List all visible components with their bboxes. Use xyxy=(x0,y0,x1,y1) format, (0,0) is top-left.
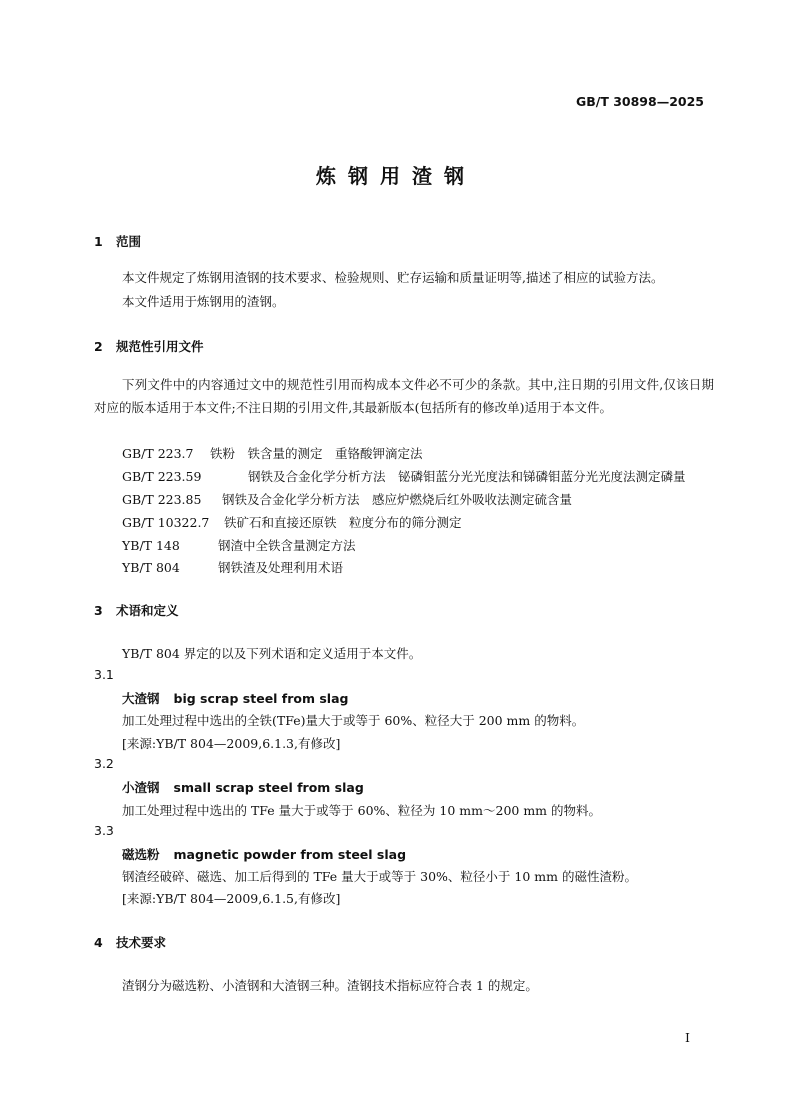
standard-number: GB/T 30898—2025 xyxy=(575,94,704,109)
document-title: 炼钢用渣钢 xyxy=(316,164,476,188)
term-definition: 加工处理过程中选出的 TFe 量大于或等于 60%、粒径为 10 mm～200 mm 的物料。 xyxy=(122,803,601,818)
reference-item xyxy=(122,536,356,554)
term-heading xyxy=(122,778,364,796)
reference-code: GB/T 223.7 xyxy=(122,446,194,461)
reference-title: 钢铁及合金化学分析方法 感应炉燃烧后红外吸收法测定硫含量 xyxy=(222,492,573,507)
terms-intro: YB/T 804 界定的以及下列术语和定义适用于本文件。 xyxy=(122,646,422,661)
reference-code: YB/T 804 xyxy=(122,560,180,575)
term-heading xyxy=(122,689,348,707)
section-number: 4 xyxy=(94,935,103,950)
reference-item xyxy=(122,490,572,508)
section-1-heading xyxy=(94,232,141,250)
reference-title: 钢渣中全铁含量测定方法 xyxy=(218,538,356,553)
term-number: 3.3 xyxy=(94,823,114,838)
term-definition: 加工处理过程中选出的全铁(TFe)量大于或等于 60%、粒径大于 200 mm 的物料。 xyxy=(122,713,585,728)
scope-paragraph-2: 本文件适用于炼钢用的渣钢。 xyxy=(122,294,285,309)
term-source: [来源:YB/T 804—2009,6.1.3,有修改] xyxy=(122,736,341,751)
reference-code: YB/T 148 xyxy=(122,538,180,553)
section-title: 规范性引用文件 xyxy=(116,339,204,354)
section-4-heading xyxy=(94,933,166,951)
section-title: 范围 xyxy=(116,234,142,249)
section-3-heading xyxy=(94,601,179,619)
technical-requirements-paragraph: 渣钢分为磁选粉、小渣钢和大渣钢三种。渣钢技术指标应符合表 1 的规定。 xyxy=(122,978,538,993)
scope-paragraph-1: 本文件规定了炼钢用渣钢的技术要求、检验规则、贮存运输和质量证明等,描述了相应的试验方法。 xyxy=(122,270,664,285)
term-number: 3.1 xyxy=(94,667,114,682)
term-chinese: 小渣钢 xyxy=(122,780,160,795)
reference-title: 钢铁及合金化学分析方法 铋磷钼蓝分光光度法和锑磷钼蓝分光光度法测定磷量 xyxy=(248,469,686,484)
section-title: 技术要求 xyxy=(116,935,167,950)
term-english: big scrap steel from slag xyxy=(173,691,349,706)
reference-title: 钢铁渣及处理利用术语 xyxy=(218,560,344,575)
reference-item xyxy=(122,513,462,531)
reference-title: 铁矿石和直接还原铁 粒度分布的筛分测定 xyxy=(224,515,462,530)
page-number: I xyxy=(685,1030,690,1045)
reference-title: 铁粉 铁含量的测定 重铬酸钾滴定法 xyxy=(210,446,423,461)
term-english: magnetic powder from steel slag xyxy=(173,847,407,862)
section-number: 3 xyxy=(94,603,103,618)
term-source: [来源:YB/T 804—2009,6.1.5,有修改] xyxy=(122,891,341,906)
reference-code: GB/T 223.59 xyxy=(122,469,202,484)
section-title: 术语和定义 xyxy=(116,603,179,618)
term-chinese: 大渣钢 xyxy=(122,691,160,706)
reference-item xyxy=(122,467,686,485)
reference-code: GB/T 223.85 xyxy=(122,492,202,507)
normative-references-intro: 下列文件中的内容通过文中的规范性引用而构成本文件必不可少的条款。其中,注日期的引用文件,仅该日期对应的版本适用于本文件;不注日期的引用文件,其最新版本(包括所有的修改单)适用于本文件。 xyxy=(94,377,714,415)
reference-item xyxy=(122,444,423,462)
reference-code: GB/T 10322.7 xyxy=(122,515,210,530)
term-chinese: 磁选粉 xyxy=(122,847,160,862)
term-definition: 钢渣经破碎、磁选、加工后得到的 TFe 量大于或等于 30%、粒径小于 10 mm 的磁性渣粉。 xyxy=(122,869,637,884)
section-2-heading xyxy=(94,337,204,355)
section-number: 2 xyxy=(94,339,103,354)
term-english: small scrap steel from slag xyxy=(173,780,364,795)
term-heading xyxy=(122,845,406,863)
term-number: 3.2 xyxy=(94,756,114,771)
reference-item xyxy=(122,558,343,576)
section-number: 1 xyxy=(94,234,103,249)
